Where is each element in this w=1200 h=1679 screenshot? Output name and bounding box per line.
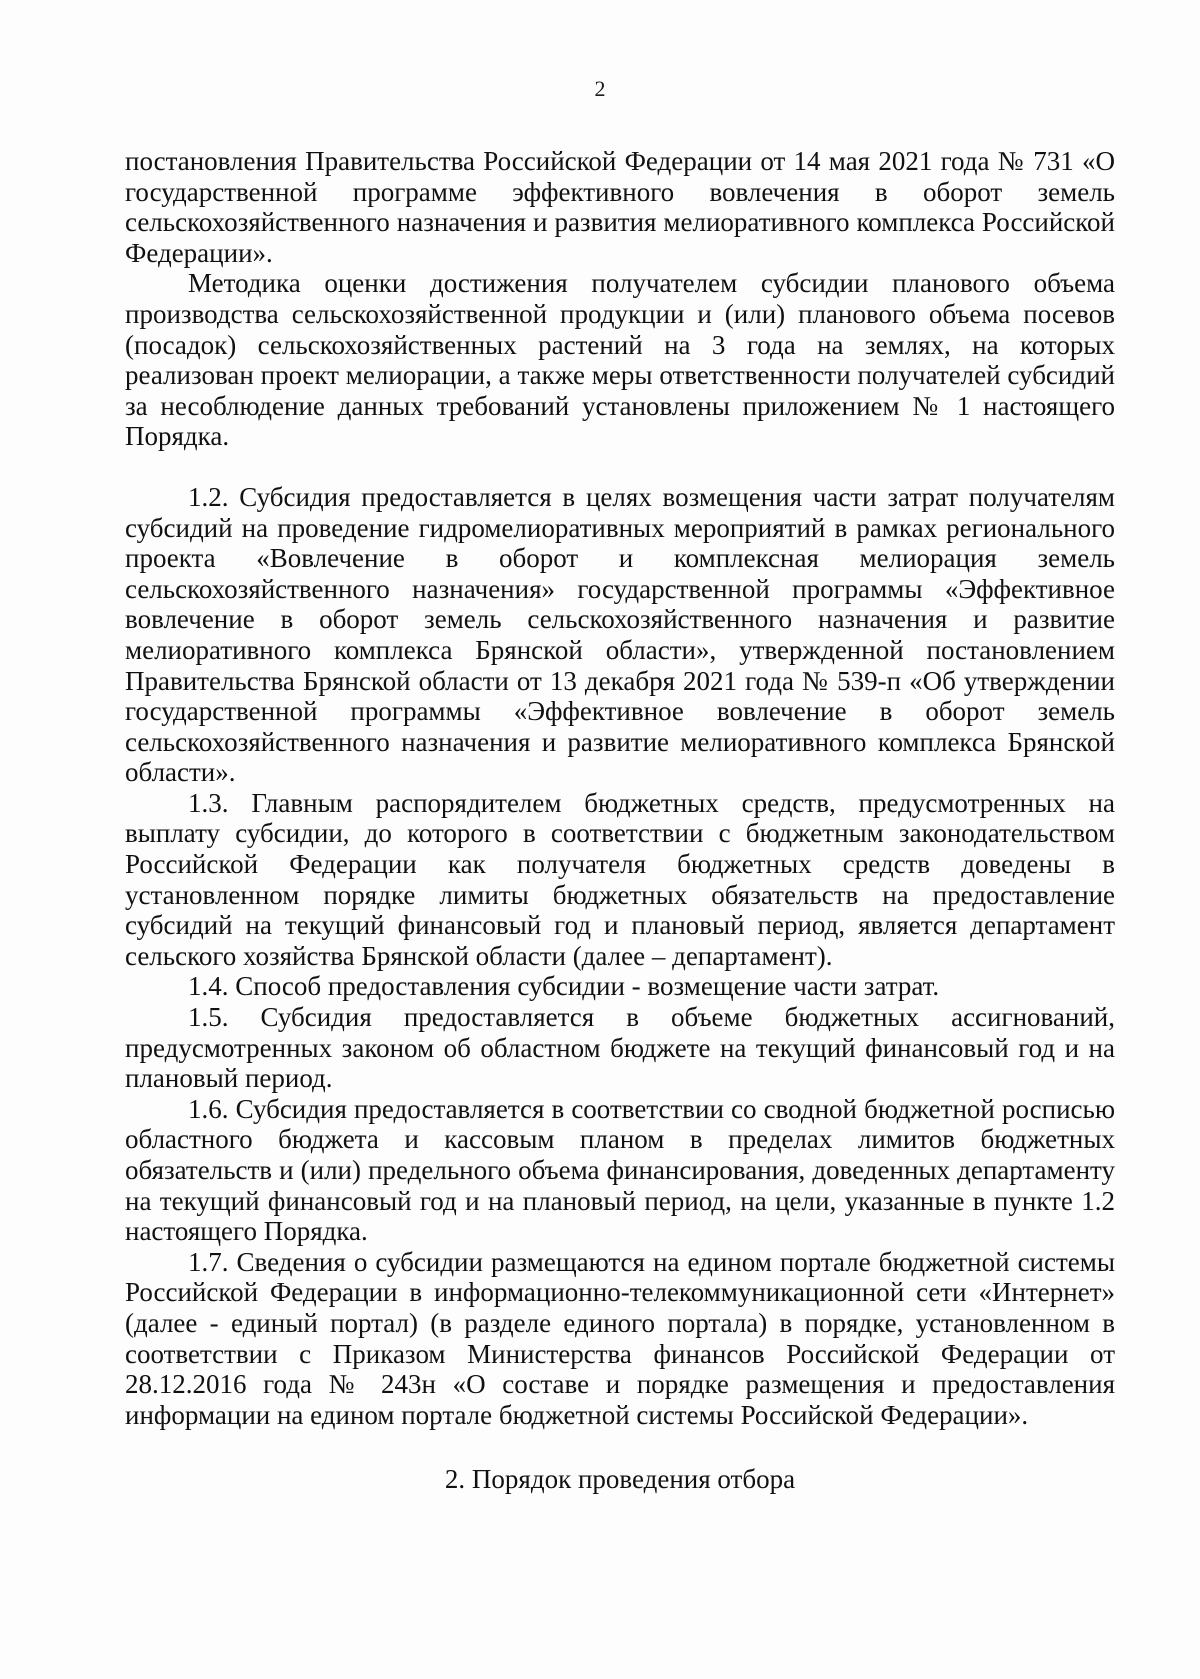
paragraph-methodology: Методика оценки достижения получателем субсидии планового объема производства сельскохозяйственной продукции и (или) планового объема посевов (посадок) сельскохозяйственных растений на 3 года на землях, на которых реализован проект мелиорации, а также меры ответственности получателей субсидий за несоблюдение данных требований установлены приложением № 1 настоящего Порядка. [125, 268, 1115, 452]
paragraph-1-7: 1.7. Сведения о субсидии размещаются на едином портале бюджетной системы Российской Федерации в информационно-телекоммуникационной сети «Интернет» (далее - единый портал) (в разделе единого портала) в порядке, установленном в соответствии с Приказом Министерства финансов Российской Федерации от 28.12.2016 года № 243н «О составе и порядке размещения и предоставления информации на едином портале бюджетной системы Российской Федерации». [125, 1246, 1115, 1430]
paragraph-1-4: 1.4. Способ предоставления субсидии - возмещение части затрат. [188, 971, 940, 1002]
page-number: 2 [594, 76, 606, 101]
paragraph-1-3: 1.3. Главным распорядителем бюджетных средств, предусмотренных на выплату субсидии, до которого в соответствии с бюджетным законодательством Российской Федерации как получателя бюджетных средств доведены в установленном порядке лимиты бюджетных обязательств на предоставление субсидий на текущий финансовый год и плановый период, является департамент сельского хозяйства Брянской области (далее – департамент). [125, 787, 1115, 971]
paragraph-intro-continuation: постановления Правительства Российской Федерации от 14 мая 2021 года № 731 «О государственной программе эффективного вовлечения в оборот земель сельскохозяйственного назначения и развития мелиоративного комплекса Российской Федерации». [125, 146, 1115, 268]
paragraph-1-2: 1.2. Субсидия предоставляется в целях возмещения части затрат получателям субсидий на проведение гидромелиоративных мероприятий в рамках регионального проекта «Вовлечение в оборот и комплексная мелиорация земель сельскохозяйственного назначения» государственной программы «Эффективное вовлечение в оборот земель сельскохозяйственного назначения и развитие мелиоративного комплекса Брянской области», утвержденной постановлением Правительства Брянской области от 13 декабря 2021 года № 539-п «Об утверждении государственной программы «Эффективное вовлечение в оборот земель сельскохозяйственного назначения и развитие мелиоративного комплекса Брянской области». [125, 481, 1115, 788]
document-body [125, 146, 1115, 1495]
paragraph-1-6: 1.6. Субсидия предоставляется в соответствии со сводной бюджетной росписью областного бюджета и кассовым планом в пределах лимитов бюджетных обязательств и (или) предельного объема финансирования, доведенных департаменту на текущий финансовый год и на плановый период, на цели, указанные в пункте 1.2 настоящего Порядка. [125, 1093, 1115, 1247]
section-gap [125, 1430, 1115, 1464]
paragraph-gap [125, 452, 1115, 482]
paragraph-1-5: 1.5. Субсидия предоставляется в объеме бюджетных ассигнований, предусмотренных законом об областном бюджете на текущий финансовый год и на плановый период. [125, 1002, 1115, 1094]
section-heading: 2. Порядок проведения отбора [444, 1464, 796, 1495]
